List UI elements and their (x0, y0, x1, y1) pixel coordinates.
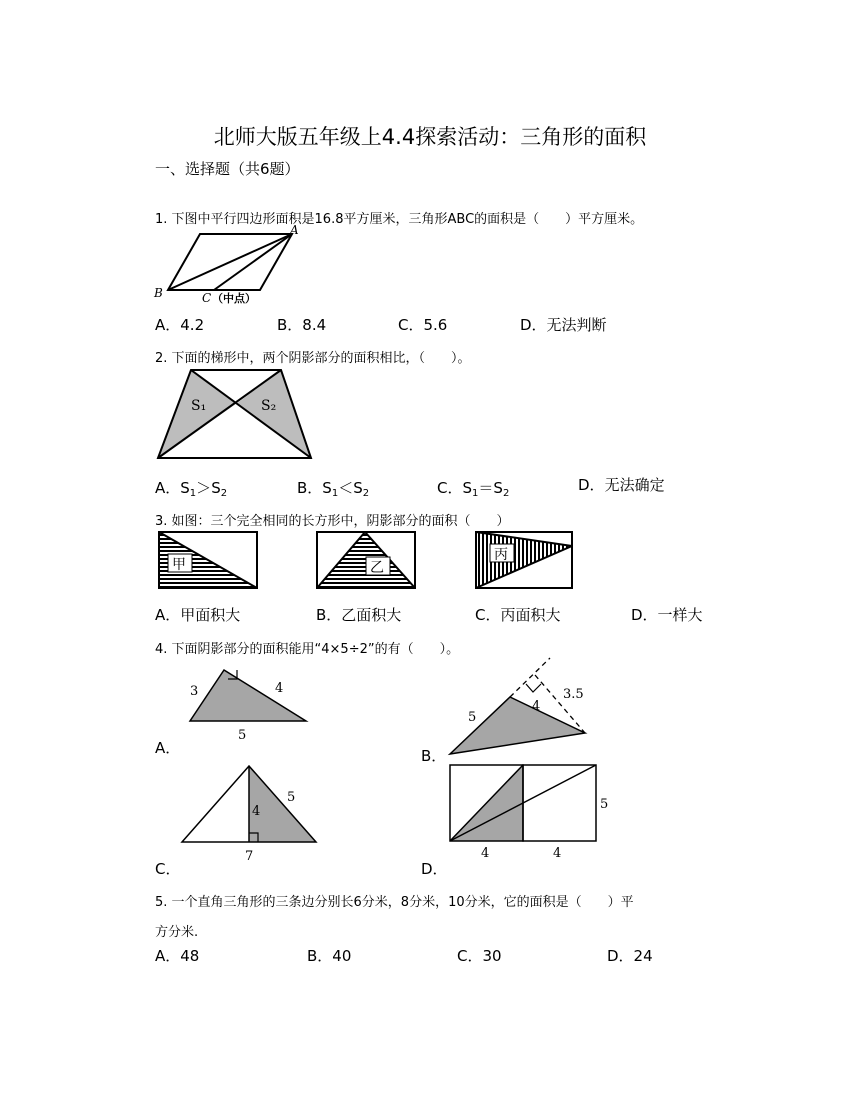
q4d-label-4-right: 4 (553, 846, 562, 861)
q2-label-s2: S₂ (261, 398, 277, 414)
q1-label-midpoint: （中点） (212, 292, 256, 305)
q4b-label-4: 4 (532, 699, 541, 714)
q1-label-c: C (202, 291, 212, 305)
q3-label-jia: 甲 (172, 557, 186, 573)
question-2-stem: 2. 下面的梯形中，两个阴影部分的面积相比，（ ）。 (155, 351, 471, 366)
q4b-triangle (450, 697, 585, 754)
q3-option-b[interactable]: B．乙面积大 (316, 606, 402, 624)
q4c-label-5: 5 (287, 790, 296, 805)
q4-figure-d (444, 759, 624, 865)
q4-label-d[interactable]: D． (421, 860, 448, 878)
q3-label-yi: 乙 (370, 560, 384, 576)
q1-label-b: B (154, 286, 163, 300)
q2-option-a[interactable]: A．$S_1>S_2$ (155, 479, 228, 499)
q1-option-a[interactable]: A．4.2 (155, 316, 205, 334)
question-5-stem-line2: 方分米. (155, 925, 199, 940)
q4d-rect-right (523, 765, 596, 841)
q3-option-c[interactable]: C．丙面积大 (475, 606, 561, 624)
q4-figure-c (176, 760, 326, 864)
q4-figure-a (180, 664, 320, 744)
q1-line-ca (214, 234, 292, 290)
q4a-triangle (190, 670, 306, 721)
q3-option-a[interactable]: A．甲面积大 (155, 606, 241, 624)
q5-option-b[interactable]: B．40 (307, 947, 352, 965)
q4a-label-4: 4 (275, 681, 284, 696)
q1-line-ba (168, 234, 292, 290)
q4-label-b[interactable]: B． (421, 747, 447, 765)
section-heading: 一、选择题（共6题） (155, 160, 300, 178)
q4c-label-4: 4 (252, 804, 261, 819)
q1-option-c[interactable]: C．5.6 (398, 316, 448, 334)
q5-option-a[interactable]: A．48 (155, 947, 200, 965)
q4b-dashed-extension (510, 658, 550, 697)
q3-option-d[interactable]: D．一样大 (631, 606, 703, 624)
q2-option-c[interactable]: C．$S_1=S_2$ (437, 479, 510, 499)
q3-rectangles-figure (150, 526, 590, 596)
q4a-label-3: 3 (190, 684, 199, 699)
q1-option-b[interactable]: B．8.4 (277, 316, 327, 334)
q2-trapezoid-figure (150, 364, 320, 464)
page-title: 北师大版五年级上4.4探索活动：三角形的面积 (213, 125, 647, 149)
q5-option-d[interactable]: D．24 (607, 947, 653, 965)
q3-label-bing: 丙 (494, 547, 508, 563)
q4b-right-angle (526, 684, 541, 692)
q4-label-c[interactable]: C． (155, 860, 181, 878)
q2-option-d[interactable]: D．无法确定 (578, 476, 665, 494)
question-5-stem-line1: 5. 一个直角三角形的三条边分别长6分米，8分米，10分米，它的面积是（ ）平 (155, 895, 634, 910)
q4d-label-4-left: 4 (481, 846, 490, 861)
q1-label-a: A (290, 223, 299, 237)
question-3-stem: 3. 如图：三个完全相同的长方形中，阴影部分的面积（ ） (155, 514, 510, 529)
q4b-label-5: 5 (468, 710, 477, 725)
q5-option-c[interactable]: C．30 (457, 947, 502, 965)
q4a-label-5: 5 (238, 728, 247, 743)
question-1-stem: 1. 下图中平行四边形面积是16.8平方厘米，三角形ABC的面积是（ ）平方厘米。 (155, 212, 644, 227)
q1-parallelogram-figure (150, 222, 310, 308)
q4-figure-b (440, 654, 610, 760)
q1-option-d[interactable]: D．无法判断 (520, 316, 607, 334)
q2-label-s1: S₁ (191, 398, 207, 414)
q4c-label-7: 7 (245, 849, 254, 864)
q2-option-b[interactable]: B．$S_1<S_2$ (297, 479, 370, 499)
q4-label-a[interactable]: A． (155, 739, 181, 757)
q4d-label-5: 5 (600, 797, 609, 812)
q4b-label-3-5: 3.5 (563, 687, 584, 702)
question-4-stem: 4. 下面阴影部分的面积能用“4×5÷2”的有（ ）。 (155, 642, 460, 657)
